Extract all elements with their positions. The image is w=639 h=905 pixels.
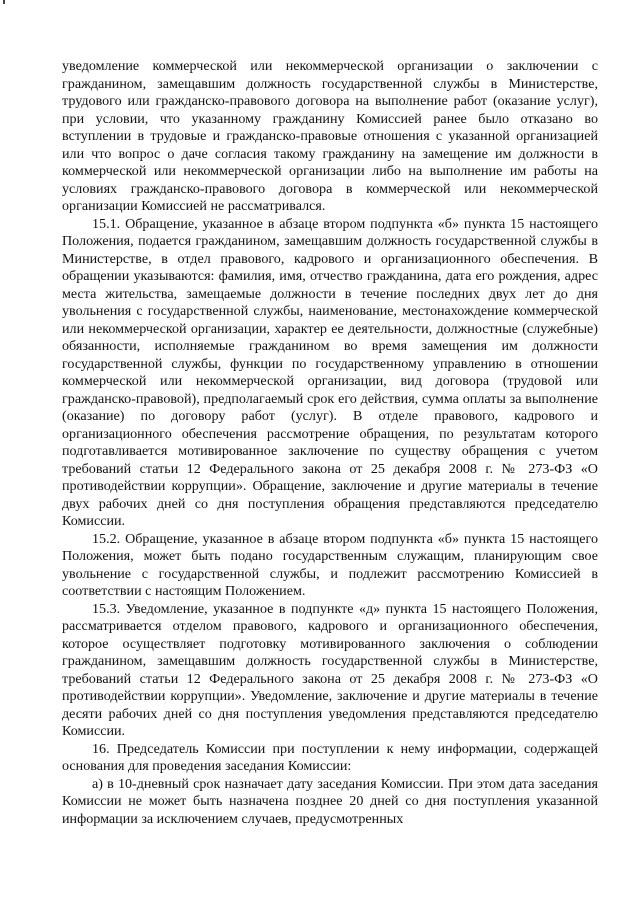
paragraph-continuation: уведомление коммерческой или некоммерческой организации о заключении с гражданином, замещавшим должность государственной службы в Министерстве, трудового или гражданско-правового договора на выполнение работ (оказание услуг), при условии, что указанному гражданину Комиссией ранее было отказано во вступлении в трудовые и гражданско-правовые отношения с указанной организацией или что вопрос о даче согласия такому гражданину на замещение им должности в коммерческой или некоммерческой организации либо на выполнение им работы на условиях гражданско-правового договора в коммерческой или некоммерческой организации Комиссией не рассматривался.	[62, 58, 598, 214]
paragraph-15-2: 15.2. Обращение, указанное в абзаце втором подпункта «б» пункта 15 настоящего Положения, может быть подано государственным служащим, планирующим свое увольнение с государственной службы, и подлежит рассмотрению Комиссией в соответствии с настоящим Положением.	[62, 530, 598, 599]
paragraph-16-a: а) в 10-дневный срок назначает дату заседания Комиссии. При этом дата заседания Комиссии не может быть назначена позднее 20 дней со дня поступления указанной информации за исключением случаев, предусмотренных	[62, 775, 598, 827]
paragraph-16: 16. Председатель Комиссии при поступлении к нему информации, содержащей основания для проведения заседания Комиссии:	[62, 740, 598, 774]
scan-corner-mark	[3, 0, 5, 4]
paragraph-15-3: 15.3. Уведомление, указанное в подпункте «д» пункта 15 настоящего Положения, рассматривается отделом правового, кадрового и организационного обеспечения, которое осуществляет подготовку мотивированного заключения о соблюдении гражданином, замещавшим должность государственной службы в Министерстве, требований статьи 12 Федерального закона от 25 декабря 2008 г. № 273-ФЗ «О противодействии коррупции». Уведомление, заключение и другие материалы в течение десяти рабочих дней со дня поступления уведомления представляются председателю Комиссии.	[62, 600, 598, 739]
document-page	[62, 58, 598, 828]
paragraph-15-1: 15.1. Обращение, указанное в абзаце втором подпункта «б» пункта 15 настоящего Положения, подается гражданином, замещавшим должность государственной службы в Министерстве, в отдел правового, кадрового и организационного обеспечения. В обращении указываются: фамилия, имя, отчество гражданина, дата его рождения, адрес места жительства, замещаемые должности в течение последних двух лет до дня увольнения с государственной службы, наименование, местонахождение коммерческой или некоммерческой организации, характер ее деятельности, должностные (служебные) обязанности, исполняемые гражданином во время замещения им должности государственной службы, функции по государственному управлению в отношении коммерческой или некоммерческой организации, вид договора (трудовой или гражданско-правовой), предполагаемый срок его действия, сумма оплаты за выполнение (оказание) по договору работ (услуг). В отделе правового, кадрового и организационного обеспечения рассмотрение обращения, по результатам которого подготавливается мотивированное заключение по существу обращения с учетом требований статьи 12 Федерального закона от 25 декабря 2008 г. № 273-ФЗ «О противодействии коррупции». Обращение, заключение и другие материалы в течение двух рабочих дней со дня поступления обращения представляются председателю Комиссии.	[62, 215, 598, 529]
